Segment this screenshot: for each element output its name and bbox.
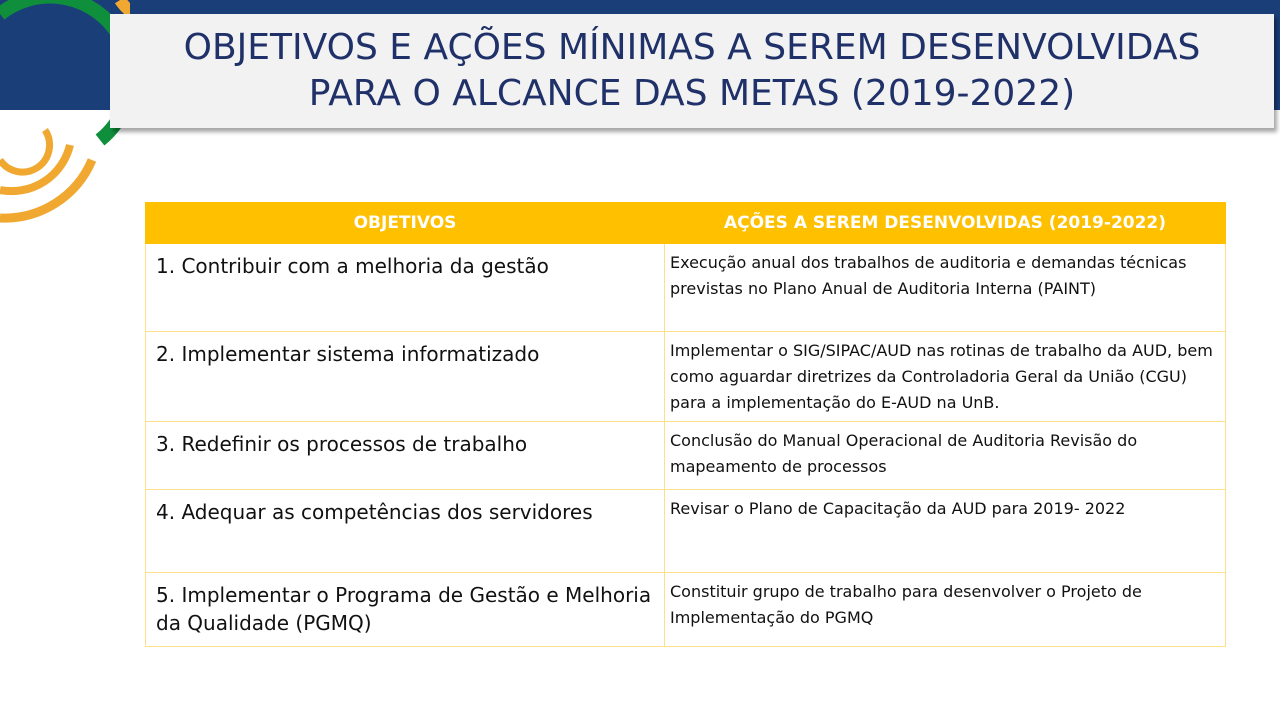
table-header-row: [146, 203, 1226, 244]
acao-cell: [665, 244, 1226, 332]
table-row: [146, 573, 1226, 647]
objetivo-text: 5. Implementar o Programa de Gestão e Melhoria da Qualidade (PGMQ): [156, 583, 652, 635]
acao-cell: [665, 332, 1226, 422]
acao-cell: [665, 490, 1226, 573]
slide-title-line-2: PARA O ALCANCE DAS METAS (2019-2022): [308, 73, 1076, 114]
acao-cell: [665, 422, 1226, 490]
objetivo-cell: [146, 422, 665, 490]
header-objetivos: OBJETIVOS: [146, 203, 665, 244]
objetivo-text: 4. Adequar as competências dos servidores: [156, 500, 593, 524]
objetivo-cell: [146, 490, 665, 573]
slide-title-line-1: OBJETIVOS E AÇÕES MÍNIMAS A SEREM DESENVOLVIDAS: [183, 27, 1201, 68]
objetivo-cell: [146, 573, 665, 647]
acao-text: Revisar o Plano de Capacitação da AUD para 2019- 2022: [670, 499, 1126, 518]
table-row: [146, 332, 1226, 422]
arc-yellow-1: [0, 130, 50, 172]
acao-text: Constituir grupo de trabalho para desenvolver o Projeto de Implementação do PGMQ: [670, 582, 1142, 627]
objetivo-cell: [146, 332, 665, 422]
objetivo-cell: [146, 244, 665, 332]
acao-text: Implementar o SIG/SIPAC/AUD nas rotinas de trabalho da AUD, bem como aguardar diretrizes da Controladoria Geral da União (CGU) para a implementação do E-AUD na UnB.: [670, 341, 1213, 412]
objetivo-text: 1. Contribuir com a melhoria da gestão: [156, 254, 549, 278]
acao-cell: [665, 573, 1226, 647]
objetivo-text: 3. Redefinir os processos de trabalho: [156, 432, 528, 456]
title-box: [110, 14, 1274, 128]
acao-text: Execução anual dos trabalhos de auditoria e demandas técnicas previstas no Plano Anual de Auditoria Interna (PAINT): [670, 253, 1187, 298]
header-acoes: AÇÕES A SEREM DESENVOLVIDAS (2019-2022): [665, 203, 1226, 244]
acao-text: Conclusão do Manual Operacional de Auditoria Revisão do mapeamento de processos: [670, 431, 1138, 476]
table-row: [146, 244, 1226, 332]
objectives-table: [145, 202, 1226, 647]
table-row: [146, 422, 1226, 490]
table-row: [146, 490, 1226, 573]
objetivo-text: 2. Implementar sistema informatizado: [156, 342, 540, 366]
